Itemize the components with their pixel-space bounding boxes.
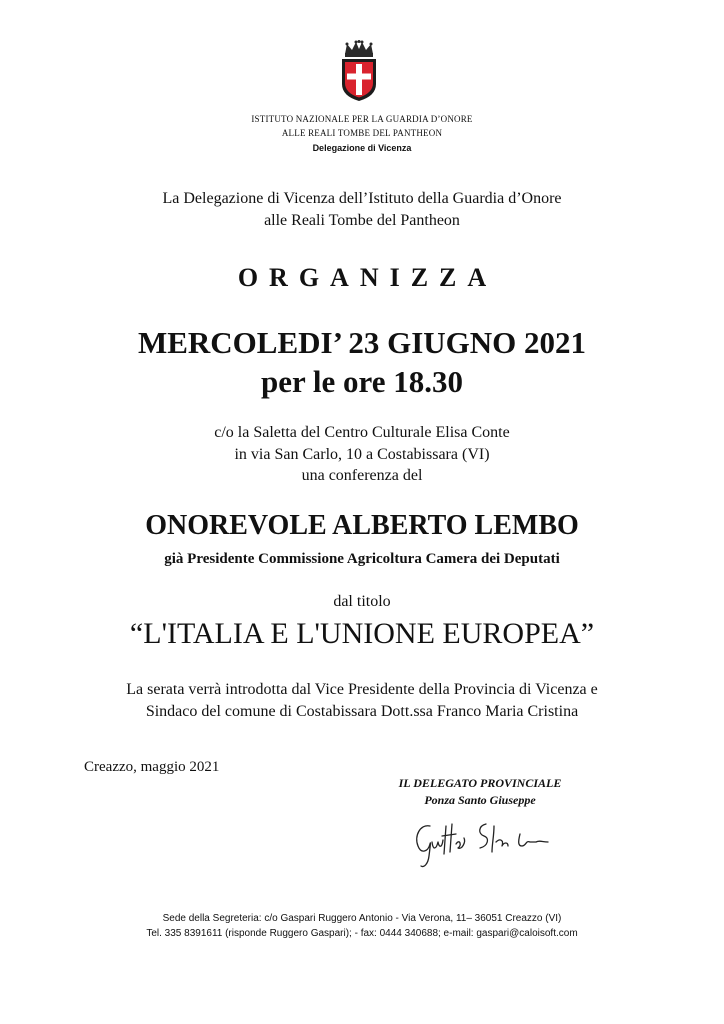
place-date: Creazzo, maggio 2021 (84, 759, 220, 775)
institute-name-line1: ISTITUTO NAZIONALE PER LA GUARDIA D’ONORE (251, 114, 473, 124)
event-date: MERCOLEDI’ 23 GIUGNO 2021 (137, 325, 587, 360)
event-time: per le ore 18.30 (260, 364, 464, 399)
footer-contacts: Tel. 335 8391611 (risponde Ruggero Gaspari); - fax: 0444 340688; e-mail: gaspari@caloisoft.com (146, 928, 578, 939)
venue-line1: c/o la Saletta del Centro Culturale Elisa Conte (214, 424, 510, 441)
organizza-heading: ORGANIZZA (237, 263, 498, 292)
conference-title: “L'ITALIA E L'UNIONE EUROPEA” (129, 617, 595, 650)
intro-line2: alle Reali Tombe del Pantheon (264, 212, 460, 229)
speaker-name: ONOREVOLE ALBERTO LEMBO (145, 510, 579, 541)
title-intro: dal titolo (333, 593, 391, 610)
savoy-crest-icon (337, 40, 381, 102)
institute-name-line2: ALLE REALI TOMBE DEL PANTHEON (281, 128, 443, 138)
delegate-name: Ponza Santo Giuseppe (424, 793, 536, 807)
speaker-role: già Presidente Commissione Agricoltura Camera dei Deputati (164, 551, 560, 567)
shield-icon (342, 59, 376, 101)
footer-address: Sede della Segreteria: c/o Gaspari Ruggero Antonio - Via Verona, 11– 36051 Creazzo (VI) (162, 913, 562, 924)
crown-icon (345, 40, 373, 57)
note-line1: La serata verrà introdotta dal Vice Presidente della Provincia di Vicenza e (126, 681, 598, 698)
intro-line1: La Delegazione di Vicenza dell’Istituto della Guardia d’Onore (162, 190, 562, 207)
handwritten-signature (408, 812, 558, 872)
venue-line2: in via San Carlo, 10 a Costabissara (VI) (234, 446, 490, 463)
delegate-title: IL DELEGATO PROVINCIALE (398, 776, 562, 790)
venue-line3: una conferenza del (301, 467, 423, 484)
delegation-name: Delegazione di Vicenza (312, 143, 412, 153)
note-line2: Sindaco del comune di Costabissara Dott.ssa Franco Maria Cristina (145, 703, 579, 720)
